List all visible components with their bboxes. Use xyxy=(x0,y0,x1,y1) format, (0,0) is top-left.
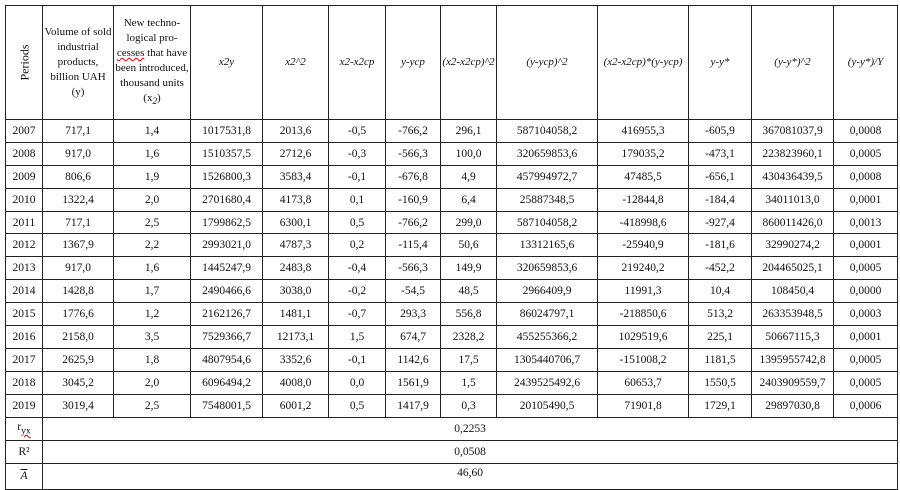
table-cell: -0,4 xyxy=(329,257,386,280)
table-cell: 0,0005 xyxy=(834,371,898,394)
table-cell: 1,4 xyxy=(114,120,191,143)
header-x2-dev-sq: (x2-x2cp)^2 xyxy=(441,6,497,120)
table-cell: 717,1 xyxy=(43,120,114,143)
table-cell: -766,2 xyxy=(386,120,441,143)
table-cell: -605,9 xyxy=(689,120,752,143)
summary-row-r2 xyxy=(6,440,898,463)
table-cell: -418998,6 xyxy=(598,211,689,234)
table-cell: 430436439,5 xyxy=(752,165,834,188)
table-cell: 0,0001 xyxy=(834,234,898,257)
table-cell: 1481,1 xyxy=(263,303,329,326)
table-cell: 457994972,7 xyxy=(497,165,598,188)
table-cell: 4173,8 xyxy=(263,188,329,211)
table-cell: 1017531,8 xyxy=(191,120,263,143)
table-cell: 0,0008 xyxy=(834,165,898,188)
table-cell: 2490466,6 xyxy=(191,280,263,303)
table-cell: 225,1 xyxy=(689,326,752,349)
table-cell: 0,0013 xyxy=(834,211,898,234)
period-cell: 2008 xyxy=(6,142,43,165)
table-cell: 25887348,5 xyxy=(497,188,598,211)
table-cell: 1526800,3 xyxy=(191,165,263,188)
table-cell: 11991,3 xyxy=(598,280,689,303)
table-cell: -115,4 xyxy=(386,234,441,257)
table-cell: 2966409,9 xyxy=(497,280,598,303)
table-cell: 1,7 xyxy=(114,280,191,303)
summary-value: 46,60 xyxy=(43,463,898,489)
summary-row-r xyxy=(6,417,898,440)
table-cell: 2328,2 xyxy=(441,326,497,349)
table-cell: 2483,8 xyxy=(263,257,329,280)
table-cell: 10,4 xyxy=(689,280,752,303)
table-cell: 6,4 xyxy=(441,188,497,211)
table-cell: 587104058,2 xyxy=(497,120,598,143)
table-cell: 263353948,5 xyxy=(752,303,834,326)
table-cell: 6001,2 xyxy=(263,394,329,417)
table-cell: 0,5 xyxy=(329,211,386,234)
table-row xyxy=(6,394,898,417)
table-cell: 2,5 xyxy=(114,211,191,234)
table-cell: 0,0008 xyxy=(834,120,898,143)
table-cell: 3352,6 xyxy=(263,348,329,371)
table-cell: 1428,8 xyxy=(43,280,114,303)
table-cell: 3019,4 xyxy=(43,394,114,417)
table-cell: 1561,9 xyxy=(386,371,441,394)
table-cell: 416955,3 xyxy=(598,120,689,143)
table-cell: 86024797,1 xyxy=(497,303,598,326)
table-cell: 587104058,2 xyxy=(497,211,598,234)
table-row xyxy=(6,326,898,349)
table-cell: 0,0000 xyxy=(834,280,898,303)
table-cell: 0,2 xyxy=(329,234,386,257)
table-cell: 0,5 xyxy=(329,394,386,417)
table-cell: 6300,1 xyxy=(263,211,329,234)
table-cell: 60653,7 xyxy=(598,371,689,394)
summary-row-mean-error xyxy=(6,463,898,489)
table-cell: 1395955742,8 xyxy=(752,348,834,371)
table-cell: 47485,5 xyxy=(598,165,689,188)
table-cell: 917,0 xyxy=(43,142,114,165)
table-cell: 0,0005 xyxy=(834,257,898,280)
table-cell: -473,1 xyxy=(689,142,752,165)
table-cell: 1,2 xyxy=(114,303,191,326)
summary-value: 0,2253 xyxy=(43,417,898,440)
table-cell: 0,0005 xyxy=(834,348,898,371)
table-cell: -12844,8 xyxy=(598,188,689,211)
table-cell: -0,1 xyxy=(329,348,386,371)
table-cell: 0,0003 xyxy=(834,303,898,326)
table-cell: -25940,9 xyxy=(598,234,689,257)
table-cell: 108450,4 xyxy=(752,280,834,303)
table-cell: -566,3 xyxy=(386,142,441,165)
table-cell: 13312165,6 xyxy=(497,234,598,257)
table-row xyxy=(6,303,898,326)
table-cell: 219240,2 xyxy=(598,257,689,280)
table-row xyxy=(6,211,898,234)
table-cell: 917,0 xyxy=(43,257,114,280)
table-cell: 1550,5 xyxy=(689,371,752,394)
table-cell: 4807954,6 xyxy=(191,348,263,371)
table-cell: 1,8 xyxy=(114,348,191,371)
period-cell: 2010 xyxy=(6,188,43,211)
table-cell: -0,2 xyxy=(329,280,386,303)
table-cell: 34011013,0 xyxy=(752,188,834,211)
table-cell: -54,5 xyxy=(386,280,441,303)
table-cell: 2,5 xyxy=(114,394,191,417)
period-cell: 2012 xyxy=(6,234,43,257)
summary-value: 0,0508 xyxy=(43,440,898,463)
table-row xyxy=(6,234,898,257)
table-cell: 4,9 xyxy=(441,165,497,188)
regression-table xyxy=(5,5,898,490)
table-cell: 2,0 xyxy=(114,188,191,211)
table-cell: 513,2 xyxy=(689,303,752,326)
summary-label: R² xyxy=(6,440,43,463)
period-cell: 2015 xyxy=(6,303,43,326)
table-cell: 1181,5 xyxy=(689,348,752,371)
header-x2-dev: x2-x2cp xyxy=(329,6,386,120)
table-cell: 3583,4 xyxy=(263,165,329,188)
table-row xyxy=(6,371,898,394)
table-cell: 6096494,2 xyxy=(191,371,263,394)
table-cell: 455255366,2 xyxy=(497,326,598,349)
table-cell: 149,9 xyxy=(441,257,497,280)
table-cell: -218850,6 xyxy=(598,303,689,326)
table-cell: 1367,9 xyxy=(43,234,114,257)
table-cell: -766,2 xyxy=(386,211,441,234)
header-residual: y-y* xyxy=(689,6,752,120)
table-cell: 0,0006 xyxy=(834,394,898,417)
table-cell: 1799862,5 xyxy=(191,211,263,234)
table-row xyxy=(6,348,898,371)
period-cell: 2019 xyxy=(6,394,43,417)
table-cell: 4787,3 xyxy=(263,234,329,257)
table-cell: 3,5 xyxy=(114,326,191,349)
table-cell: 7548001,5 xyxy=(191,394,263,417)
table-cell: 2712,6 xyxy=(263,142,329,165)
period-cell: 2016 xyxy=(6,326,43,349)
header-cross-product: (x2-x2cp)*(y-ycp) xyxy=(598,6,689,120)
table-cell: 367081037,9 xyxy=(752,120,834,143)
header-volume: Volume of sold industrial products, billion UAH (y) xyxy=(43,6,114,120)
table-row xyxy=(6,142,898,165)
table-cell: 0,0001 xyxy=(834,188,898,211)
table-cell: 806,6 xyxy=(43,165,114,188)
table-cell: 17,5 xyxy=(441,348,497,371)
table-cell: 2439525492,6 xyxy=(497,371,598,394)
table-row xyxy=(6,188,898,211)
table-cell: -184,4 xyxy=(689,188,752,211)
table-cell: 4008,0 xyxy=(263,371,329,394)
table-cell: 3038,0 xyxy=(263,280,329,303)
table-cell: 2701680,4 xyxy=(191,188,263,211)
table-cell: -566,3 xyxy=(386,257,441,280)
header-new-tech: New techno-logical pro-cesses that have been introduced, thousand units $(x_2)$ xyxy=(114,6,191,120)
table-cell: 320659853,6 xyxy=(497,257,598,280)
header-periods: Periods xyxy=(6,6,43,120)
table-cell: 860011426,0 xyxy=(752,211,834,234)
table-cell: 1776,6 xyxy=(43,303,114,326)
table-cell: 20105490,5 xyxy=(497,394,598,417)
table-cell: 1322,4 xyxy=(43,188,114,211)
table-row xyxy=(6,120,898,143)
table-cell: 0,0001 xyxy=(834,326,898,349)
table-cell: 7529366,7 xyxy=(191,326,263,349)
period-cell: 2014 xyxy=(6,280,43,303)
table-cell: 556,8 xyxy=(441,303,497,326)
table-row xyxy=(6,280,898,303)
table-cell: 2158,0 xyxy=(43,326,114,349)
header-x2-squared: x2^2 xyxy=(263,6,329,120)
table-cell: 1445247,9 xyxy=(191,257,263,280)
table-cell: 1417,9 xyxy=(386,394,441,417)
header-row xyxy=(6,6,898,120)
table-cell: 2013,6 xyxy=(263,120,329,143)
period-cell: 2007 xyxy=(6,120,43,143)
table-cell: -160,9 xyxy=(386,188,441,211)
table-cell: 296,1 xyxy=(441,120,497,143)
table-cell: 2162126,7 xyxy=(191,303,263,326)
table-cell: 223823960,1 xyxy=(752,142,834,165)
table-cell: 1,6 xyxy=(114,142,191,165)
header-y-dev: y-ycp xyxy=(386,6,441,120)
table-cell: 1,6 xyxy=(114,257,191,280)
table-cell: -452,2 xyxy=(689,257,752,280)
period-cell: 2011 xyxy=(6,211,43,234)
table-cell: -0,7 xyxy=(329,303,386,326)
summary-label: $r_{yx}$ xyxy=(6,417,43,440)
table-row xyxy=(6,165,898,188)
table-cell: 2,2 xyxy=(114,234,191,257)
table-cell: -0,3 xyxy=(329,142,386,165)
table-cell: 2625,9 xyxy=(43,348,114,371)
table-cell: 1729,1 xyxy=(689,394,752,417)
table-cell: -676,8 xyxy=(386,165,441,188)
period-cell: 2017 xyxy=(6,348,43,371)
table-cell: 717,1 xyxy=(43,211,114,234)
table-cell: 2,0 xyxy=(114,371,191,394)
table-cell: 0,3 xyxy=(441,394,497,417)
table-cell: 204465025,1 xyxy=(752,257,834,280)
table-cell: 2993021,0 xyxy=(191,234,263,257)
table-cell: -181,6 xyxy=(689,234,752,257)
table-cell: 299,0 xyxy=(441,211,497,234)
table-cell: 320659853,6 xyxy=(497,142,598,165)
period-cell: 2009 xyxy=(6,165,43,188)
table-cell: 1,5 xyxy=(329,326,386,349)
table-cell: 1510357,5 xyxy=(191,142,263,165)
table-cell: -656,1 xyxy=(689,165,752,188)
table-cell: 1,9 xyxy=(114,165,191,188)
table-cell: 1305440706,7 xyxy=(497,348,598,371)
table-cell: -927,4 xyxy=(689,211,752,234)
table-cell: -0,1 xyxy=(329,165,386,188)
table-cell: 0,0 xyxy=(329,371,386,394)
table-cell: 29897030,8 xyxy=(752,394,834,417)
table-cell: -151008,2 xyxy=(598,348,689,371)
table-row xyxy=(6,257,898,280)
table-cell: 1142,6 xyxy=(386,348,441,371)
table-cell: -0,5 xyxy=(329,120,386,143)
table-cell: 3045,2 xyxy=(43,371,114,394)
table-cell: 179035,2 xyxy=(598,142,689,165)
table-cell: 1,5 xyxy=(441,371,497,394)
period-cell: 2018 xyxy=(6,371,43,394)
table-cell: 50,6 xyxy=(441,234,497,257)
table-cell: 12173,1 xyxy=(263,326,329,349)
table-cell: 2403909559,7 xyxy=(752,371,834,394)
header-y-dev-sq: (y-ycp)^2 xyxy=(497,6,598,120)
table-cell: 0,0005 xyxy=(834,142,898,165)
table-cell: 1029519,6 xyxy=(598,326,689,349)
table-cell: 0,1 xyxy=(329,188,386,211)
table-cell: 50667115,3 xyxy=(752,326,834,349)
header-rel-error: (y-y*)/Y xyxy=(834,6,898,120)
header-x2y: x2y xyxy=(191,6,263,120)
table-cell: 293,3 xyxy=(386,303,441,326)
table-cell: 71901,8 xyxy=(598,394,689,417)
table-cell: 674,7 xyxy=(386,326,441,349)
table-cell: 32990274,2 xyxy=(752,234,834,257)
period-cell: 2013 xyxy=(6,257,43,280)
table-cell: 48,5 xyxy=(441,280,497,303)
summary-label: $\overline{A}$ xyxy=(6,463,43,489)
table-cell: 100,0 xyxy=(441,142,497,165)
header-residual-sq: (y-y*)^2 xyxy=(752,6,834,120)
